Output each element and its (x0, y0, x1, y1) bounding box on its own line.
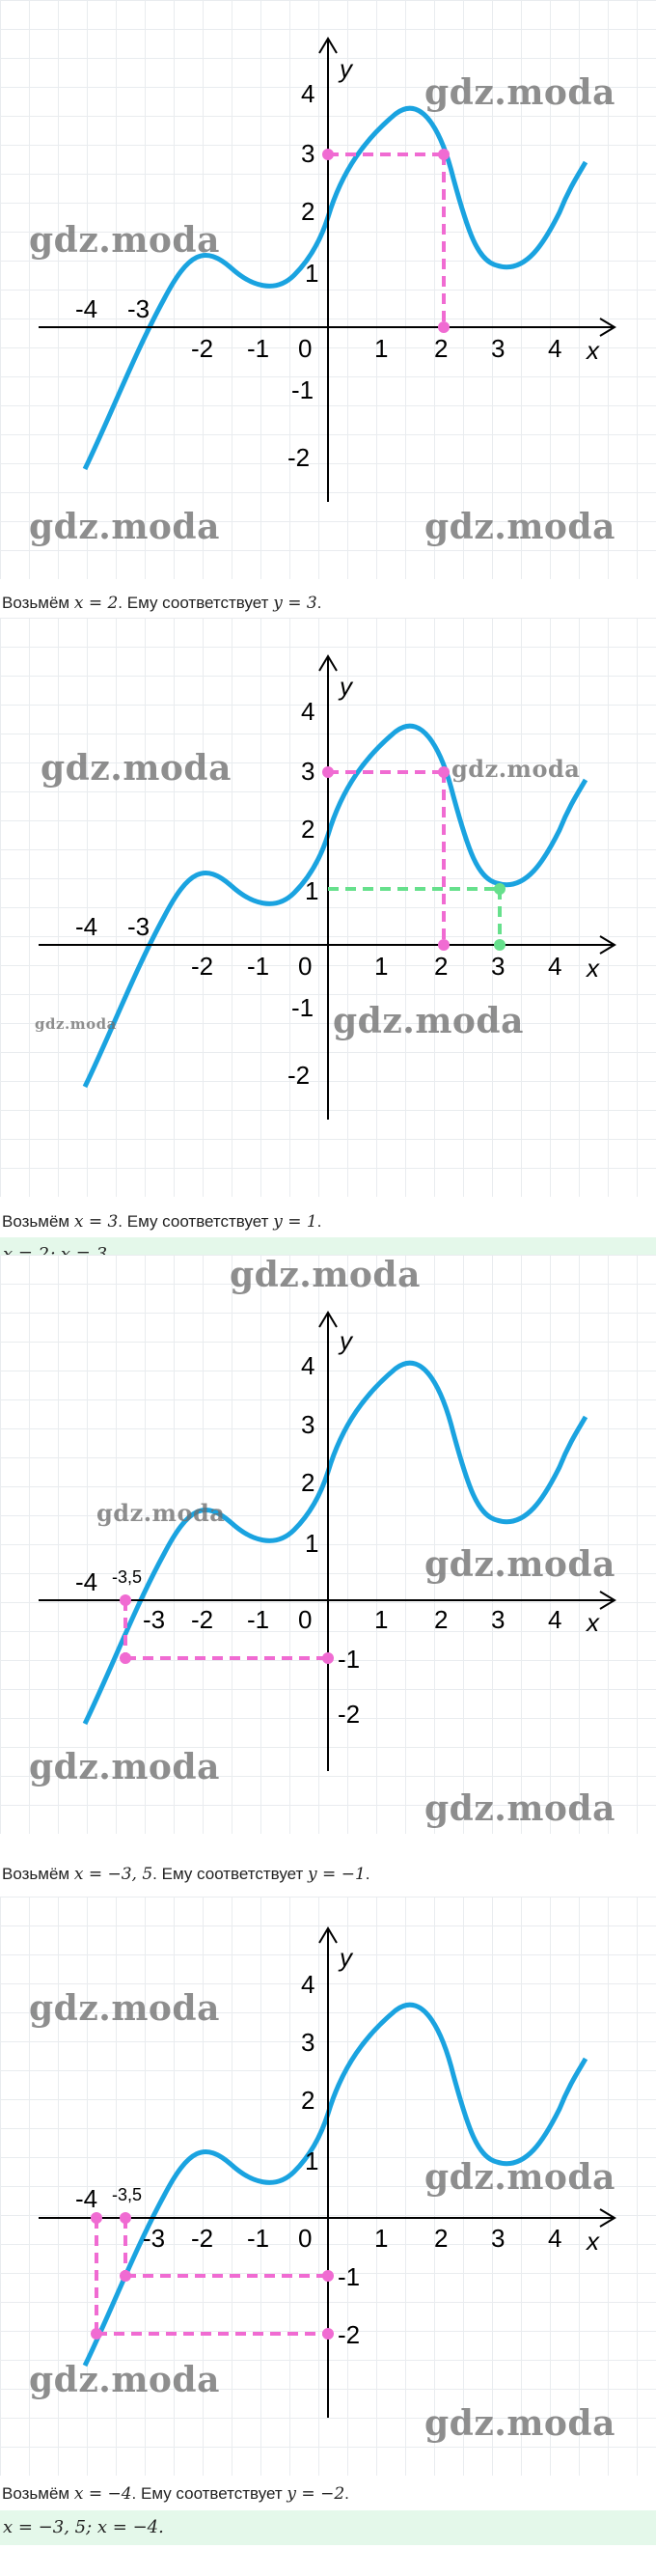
x-tick-label: 3 (491, 1605, 506, 1634)
y-tick-label: -2 (287, 1061, 311, 1090)
function-curve (85, 108, 586, 469)
watermark: gdz.moda (424, 1544, 615, 1585)
caption-2 (2, 1209, 654, 1234)
point-marker-green (494, 939, 506, 951)
x-tick-label: 1 (374, 952, 389, 981)
x-tick-label: 2 (434, 334, 449, 363)
caption-suffix: . (316, 594, 322, 612)
y-tick-label: 4 (301, 1351, 315, 1380)
x-tick-label: 4 (548, 1605, 562, 1634)
graph-3 (0, 1255, 656, 1834)
point-marker (120, 2270, 131, 2282)
point-marker (120, 2212, 131, 2224)
caption-3 (2, 1862, 654, 1887)
caption-y-expression: y = 3 (273, 594, 317, 613)
watermark: gdz.moda (424, 2403, 615, 2444)
point-marker (322, 1652, 334, 1664)
y-tick-label: 4 (301, 79, 315, 108)
y-tick-label: 3 (301, 1410, 315, 1439)
caption-prefix: Возьмём (2, 2484, 70, 2503)
point-marker-green (494, 883, 506, 895)
watermark: gdz.moda (424, 72, 615, 113)
graph-2-svg (0, 618, 656, 1197)
x-tick-label: -4 (75, 294, 98, 323)
answer-box-2: x = −3, 5; x = −4. (0, 2510, 656, 2545)
y-tick-label: -1 (291, 993, 314, 1022)
x-tick-label: -3 (143, 1605, 166, 1634)
point-marker (438, 766, 450, 778)
graph-1 (0, 0, 656, 579)
x-tick-label: 1 (374, 2224, 389, 2253)
watermark: gdz.moda (96, 1499, 226, 1527)
y-axis-label: y (340, 54, 352, 83)
point-marker (438, 321, 450, 333)
point-marker (120, 1652, 131, 1664)
caption-x-expression: x = 2 (73, 594, 119, 613)
caption-x-expression: x = −4 (73, 2484, 132, 2504)
x-tick-label: -1 (247, 1605, 270, 1634)
watermark: gdz.moda (424, 2157, 615, 2198)
point-marker (322, 149, 334, 160)
y-tick-label: 1 (305, 1529, 319, 1558)
x-tick-label: -4 (75, 1567, 98, 1596)
y-tick-label: -1 (338, 2262, 361, 2291)
caption-middle: . Ему соответствует (131, 2484, 283, 2503)
caption-suffix: . (365, 1865, 370, 1883)
x-tick-label: 1 (374, 1605, 389, 1634)
point-marker (438, 149, 450, 160)
caption-middle: . Ему соответствует (152, 1865, 304, 1883)
x-tick-label: -1 (247, 952, 270, 981)
x-tick-label: -3 (127, 294, 150, 323)
point-marker (438, 939, 450, 951)
caption-4 (2, 2481, 654, 2507)
x-tick-label: 3 (491, 334, 506, 363)
x-tick-label: -2 (191, 334, 214, 363)
y-tick-label: 1 (305, 2147, 319, 2175)
x-axis-label: x (587, 954, 599, 983)
y-tick-label: 3 (301, 2028, 315, 2057)
watermark: gdz.moda (424, 1788, 615, 1829)
watermark: gdz.moda (29, 1988, 220, 2029)
y-axis-label: y (340, 672, 352, 701)
y-tick-label: -2 (338, 1700, 361, 1729)
y-tick-label: 3 (301, 139, 315, 168)
point-marker (322, 2270, 334, 2282)
x-tick-label: 3 (491, 952, 506, 981)
y-tick-label: -1 (338, 1645, 361, 1674)
y-tick-label: 4 (301, 1970, 315, 1999)
watermark: gdz.moda (29, 220, 220, 261)
x-tick-label: -3,5 (112, 1567, 143, 1587)
caption-x-expression: x = −3, 5 (73, 1865, 153, 1884)
watermark: gdz.moda (29, 507, 220, 547)
x-tick-label: 0 (298, 1605, 313, 1634)
x-tick-label: -2 (191, 2224, 214, 2253)
caption-x-expression: x = 3 (73, 1212, 119, 1232)
caption-1 (2, 591, 654, 616)
caption-y-expression: y = 1 (273, 1212, 317, 1232)
caption-y-expression: y = −2 (287, 2484, 345, 2504)
watermark: gdz.moda (451, 755, 581, 783)
caption-suffix: . (344, 2484, 349, 2503)
y-tick-label: 2 (301, 2086, 315, 2115)
caption-y-expression: y = −1 (308, 1865, 366, 1884)
graph-4 (0, 1897, 656, 2476)
x-tick-label: -4 (75, 912, 98, 941)
y-axis-label: y (340, 1326, 352, 1355)
x-tick-label: 4 (548, 334, 562, 363)
y-tick-label: 2 (301, 815, 315, 844)
x-axis-label: x (587, 336, 599, 365)
x-tick-label: -1 (247, 2224, 270, 2253)
x-tick-label: 4 (548, 952, 562, 981)
watermark: gdz.moda (41, 748, 232, 789)
x-tick-label: 0 (298, 334, 313, 363)
y-tick-label: 1 (305, 876, 319, 905)
x-tick-label: 0 (298, 2224, 313, 2253)
watermark: gdz.moda (230, 1255, 421, 1295)
x-tick-label: -3 (127, 912, 150, 941)
watermark: gdz.moda (333, 1001, 524, 1041)
x-tick-label: 2 (434, 952, 449, 981)
y-tick-label: 1 (305, 259, 319, 288)
y-tick-label: 3 (301, 757, 315, 786)
x-tick-label: 3 (491, 2224, 506, 2253)
point-marker (120, 1594, 131, 1606)
y-tick-label: 2 (301, 197, 315, 226)
y-tick-label: -2 (338, 2320, 361, 2349)
y-tick-label: 4 (301, 697, 315, 726)
y-tick-label: -2 (287, 443, 311, 472)
x-tick-label: 2 (434, 1605, 449, 1634)
x-tick-label: -4 (75, 2184, 98, 2213)
graph-2 (0, 618, 656, 1197)
x-tick-label: -3,5 (112, 2185, 143, 2204)
x-tick-label: -2 (191, 952, 214, 981)
caption-prefix: Возьмём (2, 594, 70, 612)
caption-prefix: Возьмём (2, 1212, 70, 1231)
y-axis-label: y (340, 1943, 352, 1972)
caption-prefix: Возьмём (2, 1865, 70, 1883)
x-tick-label: 0 (298, 952, 313, 981)
caption-suffix: . (316, 1212, 322, 1231)
watermark: gdz.moda (424, 507, 615, 547)
x-axis-label: x (587, 1608, 599, 1637)
point-marker (91, 2212, 102, 2224)
watermark: gdz.moda (29, 2360, 220, 2400)
point-marker (322, 2328, 334, 2340)
point-marker (322, 766, 334, 778)
x-axis-label: x (587, 2227, 599, 2256)
caption-middle: . Ему соответствует (118, 1212, 269, 1231)
point-marker (91, 2328, 102, 2340)
y-tick-label: 2 (301, 1468, 315, 1497)
y-tick-label: -1 (291, 375, 314, 404)
x-tick-label: -2 (191, 1605, 214, 1634)
watermark: gdz.moda (35, 1015, 117, 1033)
x-tick-label: -3 (143, 2224, 166, 2253)
caption-middle: . Ему соответствует (118, 594, 269, 612)
x-tick-label: 2 (434, 2224, 449, 2253)
x-tick-label: -1 (247, 334, 270, 363)
x-tick-label: 1 (374, 334, 389, 363)
x-tick-label: 4 (548, 2224, 562, 2253)
watermark: gdz.moda (29, 1747, 220, 1787)
